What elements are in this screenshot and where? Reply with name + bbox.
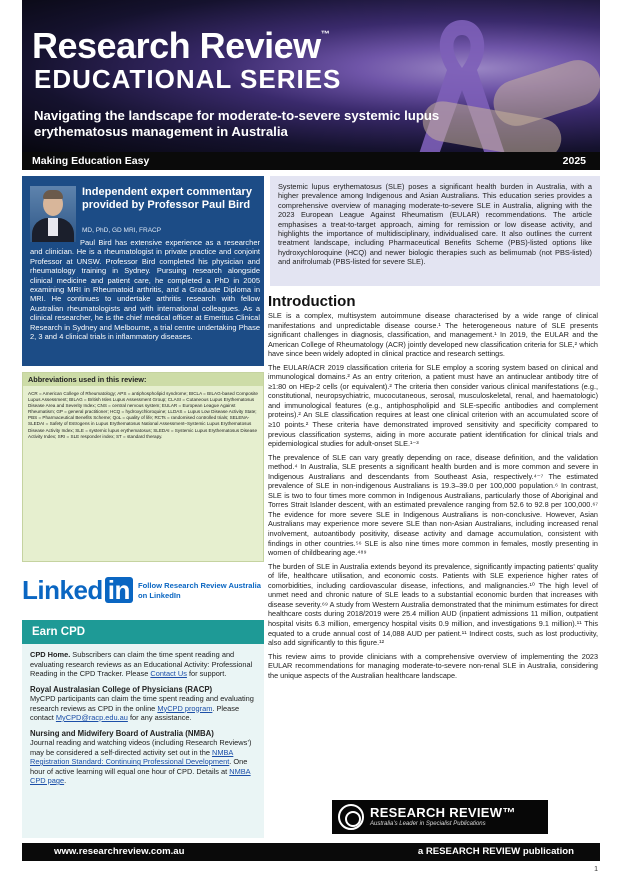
research-review-logo: [332, 800, 548, 834]
intro-paragraph-5: This review aims to provide clinicians with a comprehensive overview of implementing the 2023 EULAR recommendations for managing moderate-to-severe non-renal SLE in Australia, considering the unique aspects of the Australian healthcare landscape.: [268, 651, 598, 680]
linkedin-follow-link[interactable]: Follow Research Review Australia on LinkedIn: [138, 581, 261, 600]
header-banner: [22, 0, 600, 152]
contact-us-link[interactable]: Contact Us: [150, 669, 187, 678]
racp-paragraph: Royal Australasian College of Physicians (RACP) MyCPD participants can claim the time spent reading and evaluating research reviews as CPD in the online MyCPD program. Please contact MyCPD@racp.edu.au for any assistance.: [30, 684, 254, 722]
logo-name: RESEARCH REVIEW™: [370, 805, 516, 820]
cpd-home-paragraph: CPD Home. Subscribers can claim the time spent reading and evaluating research reviews as an Educational Activity: Professional Reading in the CPD Tracker. Please Contact Us for support.: [30, 650, 253, 678]
intro-paragraph-1: SLE is a complex, multisystem autoimmune disease characterised by a wide range of clinical manifestations and unpredictable disease course.¹ The heterogeneous nature of SLE presents significant challenges in diagnosis, classification, and management.¹ In 2019, the EULAR and the American College of Rheumatology (ACR) jointly developed new classification criteria for SLE,² which have since been widely adopted in clinical practice and research settings.: [268, 311, 598, 359]
earn-cpd-box: [22, 620, 264, 838]
linkedin-promo[interactable]: [22, 575, 264, 613]
intro-paragraph-2: The EULAR/ACR 2019 classification criteria for SLE employ a scoring system based on clinical and immunological domains.² As an entry criterion, a patient must have an antinuclear antibody titre of ≥1:80 on HEp-2 cells (or equivalent).² The criteria then consider various clinical manifestations (e.g., constitutional, neuropsychiatric, mucocutaneous, serosal, musculoskeletal, renal, and haematologic) and immunological features (e.g., antiphospholipid and SLE-specific antibodies and complement proteins).² An SLE classification requires at least one clinical criterion with an accumulated score of ≥10 points.² These criteria have demonstrated improved sensitivity and specificity compared to previous classification systems, aiding in more accurate patient identification for clinical trials and epidemiological studies for adult-onset SLE.¹⁻³: [268, 362, 598, 449]
article-title: Navigating the landscape for moderate-to-severe systemic lupus erythematosus management in Australia: [34, 108, 440, 139]
cpd-body: [30, 650, 258, 792]
summary-text: Systemic lupus erythematosus (SLE) poses a significant health burden in Australia, with a higher prevalence among Indigenous and Asian Australians. This education series provides a comprehensive overview of managing moderate-to-severe SLE in Australia, aligning with the 2023 European League Against Rheumatism (EULAR) recommendations. The article emphasises a treat-to-target approach, aiming for remission or low disease activity, and highlights the importance of multidisciplinary, individualised care. It also outlines the current treatment landscape, including Pharmaceutical Benefits Scheme (PBS)-listed options like hydroxychloroquine (HCQ) and newer biologic therapies such as belimumab (not PBS-listed) and anifrolumab (PBS-listed for severe SLE).: [278, 182, 592, 267]
expert-commentary-box: [22, 176, 264, 366]
footer-bar: [22, 843, 600, 861]
publication-label: a RESEARCH REVIEW publication: [417, 846, 574, 857]
introduction-heading: Introduction: [268, 293, 356, 310]
year: 2025: [562, 155, 586, 167]
cpd-heading: Earn CPD: [22, 620, 264, 644]
mycpd-program-link[interactable]: MyCPD program: [157, 703, 213, 713]
expert-bio: Paul Bird has extensive experience as a researcher and clinician. He is a rheumatologist in private practice and conjoint Professor at UNSW. Professor Bird completed his physician and rheumatology training in Sydney. Pursuing research alongside clinical medicine and patient care, he completed a PhD in 2005 examining MRI in Rheumatoid arthritis, and a Graduate Diploma in MRI. He continues to undertake arthritis research with fellow Australian rheumatologists and with international colleagues. As a clinical researcher, he is the chief medical officer at Emeritus Clinical Research in Sydney and Melbourne, a trial centre undertaking Phase 2, 3 and 4 clinical trials in inflammatory diseases.: [30, 238, 260, 342]
summary-box: [270, 176, 600, 286]
page-number: 1: [594, 866, 598, 873]
expert-heading: Independent expert commentary provided by Professor Paul Bird: [82, 186, 252, 211]
expert-photo: [30, 186, 76, 242]
mycpd-email-link[interactable]: MyCPD@racp.edu.au: [55, 713, 128, 722]
website-link[interactable]: www.researchreview.com.au: [54, 846, 185, 857]
tagline-bar: [22, 152, 600, 170]
nmba-standard-link[interactable]: NMBA Registration Standard: Continuing Professional Development: [30, 747, 234, 766]
series-subtitle: EDUCATIONAL SERIES: [34, 64, 342, 94]
abbreviations-box: [22, 372, 264, 562]
nmba-paragraph: Nursing and Midwifery Board of Australia (NMBA) Journal reading and watching videos (including Research Reviews’) may be considered a self-directed activity set out in the NMBA Registration Standard: Continuing Professional Development. One hour of active learning will equal one hour of CPD. Details at NMBA CPD page.: [30, 728, 252, 785]
intro-paragraph-3: The prevalence of SLE can vary greatly depending on race, disease definition, and the validation method.⁴ In Australia, SLE presents a significant health burden and is more common and severe in Indigenous Australians and descendants from Southeast Asia, respectively.⁴⁻⁷ The estimated prevalence of SLE in non-indigenous Australians is 19.3–39.0 per 100,000 population.⁶ In contrast, SLE is two to four times more common in Indigenous Australians, particularly those of Aboriginal and Torres Strait Islander descent, with an estimated prevalence ranging from 52.6 to 92.8 per 100,000.⁶⁷ The evidence for more severe SLE in Indigenous Australians is non-conclusive. However, Asian Australians may experience more severe SLE than non-Asian Australians, including increased renal involvement, autoantibody positivity, disease activity and damage accumulation, consistent with findings in other countries.⁵⁶ SLE is also nine times more common in females, mostly presenting in women of childbearing age.⁴⁸⁹: [268, 452, 598, 558]
linkedin-logo[interactable]: Linked in: [22, 577, 133, 603]
introduction-body: [268, 311, 598, 684]
series-title: Research Review™: [32, 25, 330, 66]
tagline: Making Education Easy: [32, 155, 150, 167]
intro-paragraph-4: The burden of SLE in Australia extends beyond its prevalence, significantly impacting patients’ quality of life, healthcare utilisation, and economic costs. Patients with SLE experience higher rates of comorbidities, including cardiovascular disease, infections, and malignancies.¹⁰ The high level of unmet need and chronic nature of SLE leads to a substantial economic burden that increases with disease severity.⁶⁹ A study from Western Australia demonstrated that the minimum estimates for direct healthcare costs during 2018/2019 were 25.4 million AUD (inpatient admissions 11 million, outpatient hospital visits 6.3 million, emergency hospital visits 0.9 million, and investigations 9.1 million).¹¹ This equated to a crude annual cost of 14,088 AUD per patient.¹¹ Indirect costs, such as lost productivity, also add significantly to this figure.¹²: [268, 561, 598, 648]
logo-emblem-icon: [338, 804, 364, 830]
nmba-cpd-page-link[interactable]: NMBA CPD page: [30, 766, 251, 785]
abbreviations-heading: Abbreviations used in this review:: [23, 373, 263, 386]
expert-credentials: MD, PhD, GD MRI, FRACP: [82, 227, 162, 234]
abbreviations-list: ACR = American College of Rheumatology; APS = antiphospholipid syndrome; BICLA = BILAG-based Composite Lupus Assessment; BILAG = British Isles Lupus Assessment Group; CLASI = Cutaneous Lupus Erythematosus Disease Area and Severity Index; CNS = central nervous system; EULAR = European League Against Rheumatism; GP = general practitioner; HCQ = hydroxychloroquine; LLDAS = Lupus Low Disease Activity State; PBS = Pharmaceutical Benefits Scheme; QoL = quality of life; RCTs = randomised controlled trials; SELENA-SLEDAI = Safety of Estrogens in Lupus Erythematosus National Assessment–Systemic Lupus Erythematosus Disease Activity Index; SLE = systemic lupus erythematosus; SLEDAI = Systemic Lupus Erythematosus Disease Activity Index; SRI = SLE responder index; ST = standard therapy.: [28, 391, 258, 439]
logo-tagline: Australia’s Leader in Specialist Publications: [370, 821, 486, 827]
